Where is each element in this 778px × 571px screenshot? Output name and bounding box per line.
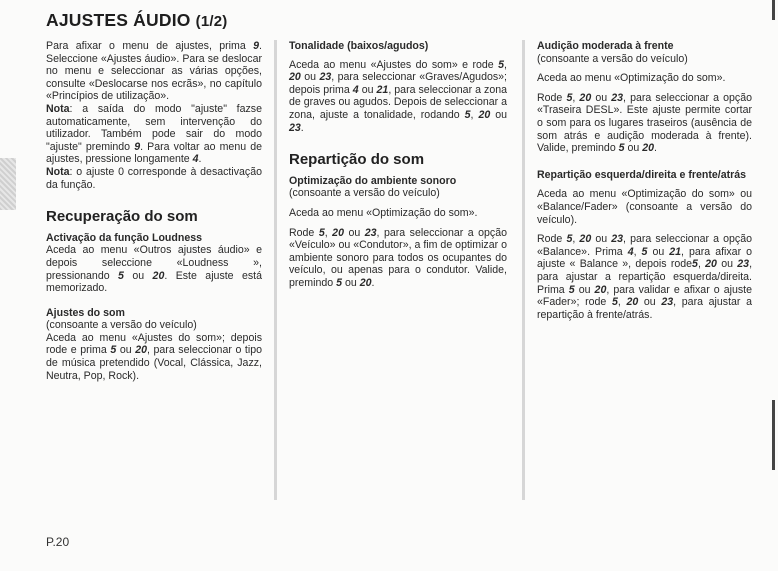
page-number: P.20: [46, 535, 70, 549]
note-zero-setting: Nota: o ajuste 0 corresponde à desactivação da função.: [46, 165, 262, 191]
moderate-menu-text: Aceda ao menu «Optimização do som».: [537, 72, 726, 85]
page-title-main: AJUSTES ÁUDIO: [46, 10, 191, 30]
loudness-body: Aceda ao menu «Outros ajustes áudio» e depois seleccione «Loudness », pressionando 5 ou 20. Este ajuste está memorizado.: [46, 244, 263, 295]
optimization-subtitle: (consoante a versão do veículo): [289, 187, 440, 200]
balance-body: Rode 5, 20 ou 23, para seleccionar a opção «Balance». Prima 4, 5 ou 21, para afixar o ajuste « Balance », depois rode5, 20 ou 23, para ajustar a repartição esquerda/direita. Prima 5 ou 20, para validar e afixar o ajuste «Fader»; rode 5, 20 ou 23, para ajustar a repartição à frente/atrás.: [537, 233, 753, 321]
page-edge-mark-bottom: [772, 400, 775, 470]
loudness-title: Activação da função Loudness: [46, 231, 202, 244]
page-title: [46, 10, 227, 31]
sound-presets-subtitle: (consoante a versão do veículo): [46, 319, 197, 332]
sound-presets-body: Aceda ao menu «Ajustes do som»; depois rode e prima 5 ou 20, para seleccionar o tipo de música pretendido (Vocal, Clássica, Jazz, Neutra, Pop, Rock).: [46, 331, 263, 382]
note-exit-mode: Nota: a saída do modo "ajuste" fazse automaticamente, sem intervenção do utilizador. Também pode sair do modo "ajuste" premindo 9. Para voltar ao menu de ajustes, pressione longamente 4.: [46, 102, 262, 166]
optimization-body: Rode 5, 20 ou 23, para seleccionar a opção «Veículo» ou «Condutor», a fim de optimizar o ambiente sonoro para todos os ocupantes do veículo, ou apenas para o condutor. Valide, premindo 5 ou 20.: [289, 226, 508, 289]
balance-menu-text: Aceda ao menu «Optimização do som» ou «Balance/Fader» (consoante a versão do veículo).: [537, 188, 752, 226]
moderate-subtitle: (consoante a versão do veículo): [537, 52, 688, 65]
balance-title: Repartição esquerda/direita e frente/atrás: [537, 168, 747, 181]
sound-presets-title: Ajustes do som: [46, 306, 125, 319]
page-edge-mark-top: [772, 0, 775, 20]
section-heading-recovery: Recuperação do som: [46, 208, 198, 226]
column-divider-1: [274, 40, 277, 500]
column-3: [537, 40, 752, 321]
column-divider-2: [522, 40, 525, 500]
chapter-side-tab: [0, 158, 16, 210]
column-1: [46, 40, 262, 382]
tone-title: Tonalidade (baixos/agudos): [289, 40, 429, 52]
moderate-title: Audição moderada à frente: [537, 40, 674, 52]
optimization-title: Optimização do ambiente sonoro: [289, 174, 457, 187]
optimization-menu-text: Aceda ao menu «Optimização do som».: [289, 206, 478, 219]
column-2: [289, 40, 507, 290]
tone-body: Aceda ao menu «Ajustes do som» e rode 5, 20 ou 23, para seleccionar «Graves/Agudos»; depois prima 4 ou 21, para seleccionar a zona de graves ou agudos. Depois de seleccionar a zona, ajuste a tonalidade, rodando 5, 20 ou 23.: [289, 58, 508, 134]
intro-paragraph: Para afixar o menu de ajustes, prima 9. Seleccione «Ajustes áudio». Para se deslocar no menu e seleccionar as várias opções, consulte «Deslocarse nos ecrãs», no capítulo «Princípios de utilização».: [46, 40, 262, 103]
moderate-body: Rode 5, 20 ou 23, para seleccionar a opção «Traseira DESL». Este ajuste permite cortar o som para os lugares traseiros (ausência de som atrás e audição moderada à frente). Valide, premindo 5 ou 20.: [537, 91, 753, 155]
page-title-part: (1/2): [195, 13, 228, 30]
section-heading-distribution: Repartição do som: [289, 151, 425, 169]
